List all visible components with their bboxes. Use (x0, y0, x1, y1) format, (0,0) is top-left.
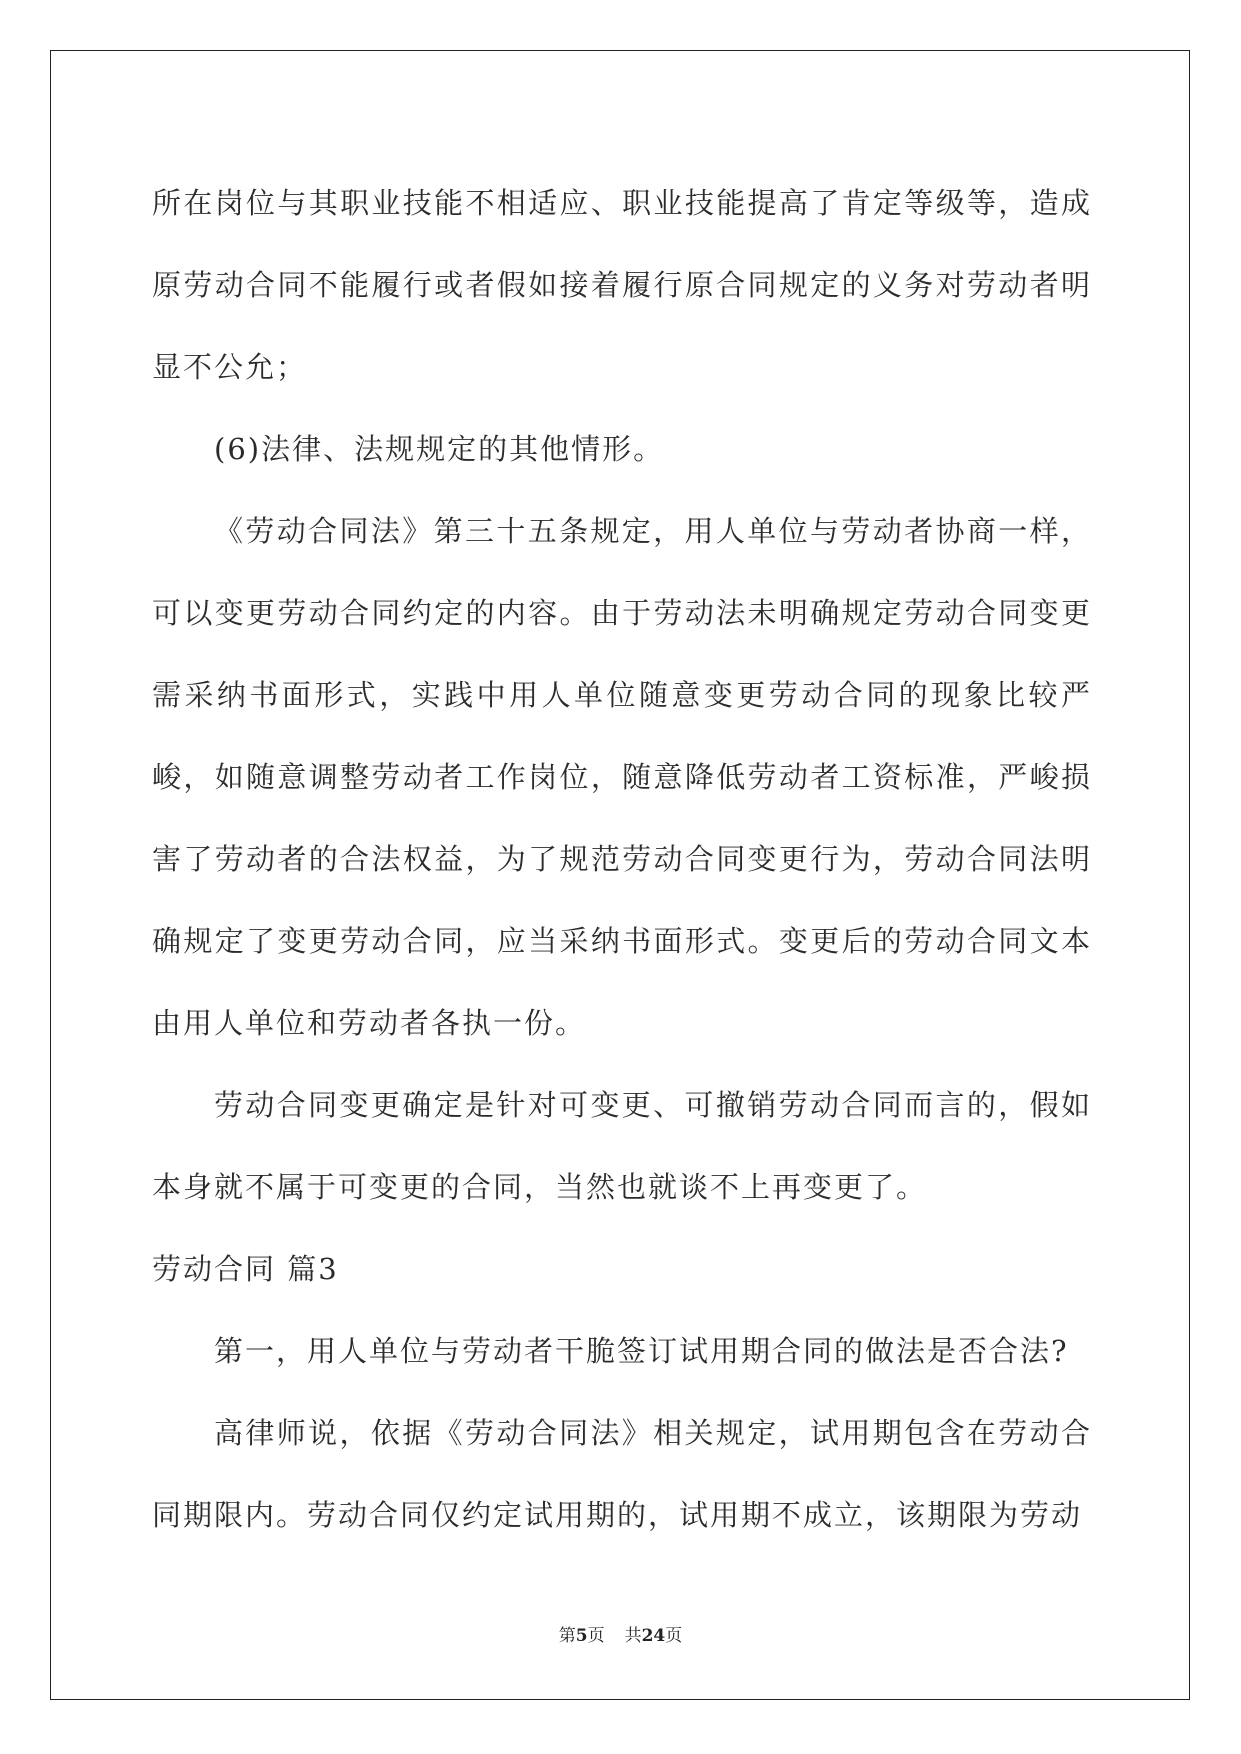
paragraph-1: 所在岗位与其职业技能不相适应、职业技能提高了肯定等级等，造成原劳动合同不能履行或者假如接着履行原合同规定的义务对劳动者明显不公允； (152, 186, 1092, 384)
page-suffix: 页 (587, 1626, 605, 1646)
page-number: 5 (575, 1626, 588, 1646)
paragraph-3: 《劳动合同法》第三十五条规定，用人单位与劳动者协商一样，可以变更劳动合同约定的内容。由于劳动法未明确规定劳动合同变更需采纳书面形式，实践中用人单位随意变更劳动合同的现象比较严峻，如随意调整劳动者工作岗位，随意降低劳动者工资标准，严峻损害了劳动者的合法权益，为了规范劳动合同变更行为，劳动合同法明确规定了变更劳动合同，应当采纳书面形式。变更后的劳动合同文本由用人单位和劳动者各执一份。 (152, 514, 1092, 1040)
paragraph-5: 第一，用人单位与劳动者干脆签订试用期合同的做法是否合法? (214, 1334, 1069, 1368)
document-body (152, 162, 1092, 1556)
paragraph-2: (6)法律、法规规定的其他情形。 (214, 432, 665, 466)
total-prefix: 共 (624, 1626, 642, 1646)
total-suffix: 页 (665, 1626, 683, 1646)
total-pages: 24 (641, 1626, 666, 1646)
section-heading: 劳动合同 篇3 (152, 1252, 339, 1286)
page-footer (0, 1621, 1241, 1646)
paragraph-6: 高律师说，依据《劳动合同法》相关规定，试用期包含在劳动合同期限内。劳动合同仅约定试用期的，试用期不成立，该期限为劳动 (152, 1416, 1092, 1532)
page-prefix: 第 (558, 1626, 576, 1646)
paragraph-4: 劳动合同变更确定是针对可变更、可撤销劳动合同而言的，假如本身就不属于可变更的合同，当然也就谈不上再变更了。 (152, 1088, 1092, 1204)
